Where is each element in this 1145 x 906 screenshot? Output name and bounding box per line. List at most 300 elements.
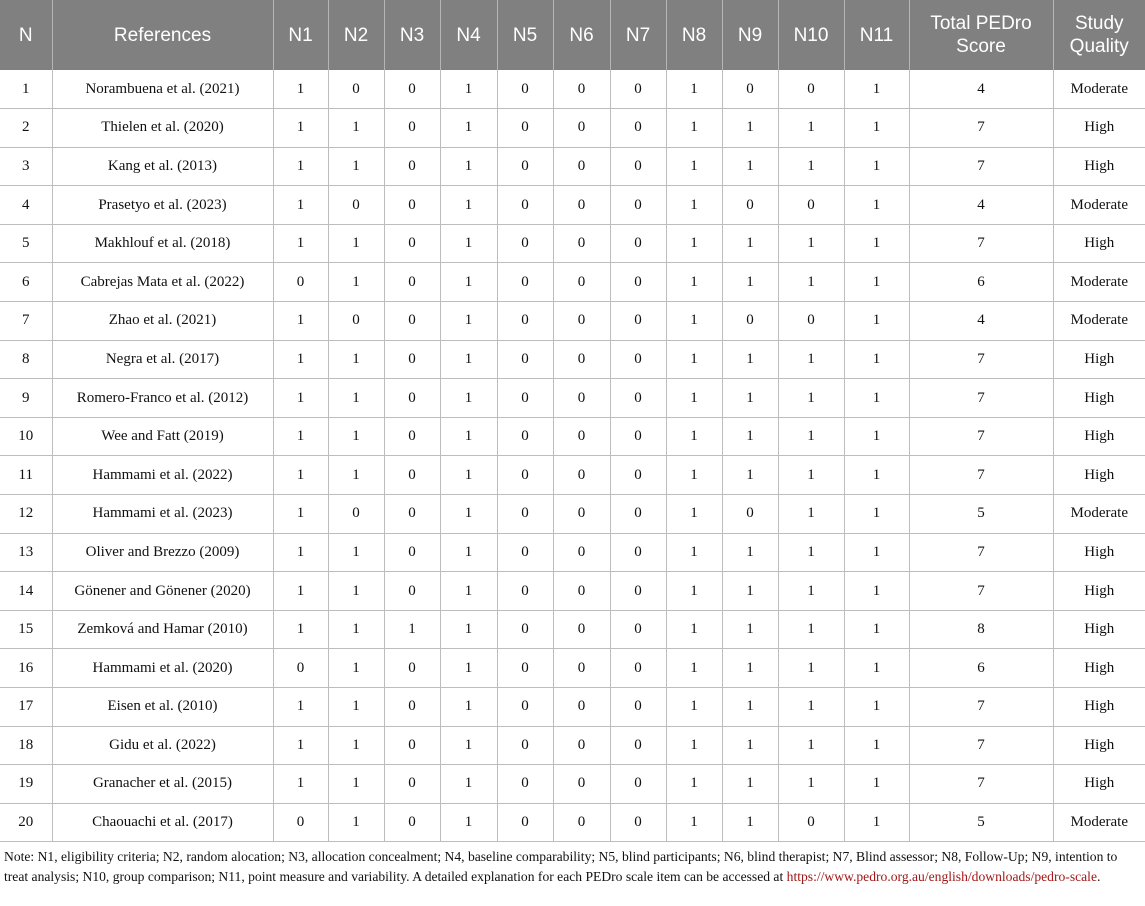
table-cell: 1: [778, 726, 844, 765]
table-cell: 0: [384, 186, 440, 225]
table-cell: 1: [666, 417, 722, 456]
table-cell: 0: [553, 109, 610, 148]
table-cell: 1: [666, 765, 722, 804]
table-row: [0, 803, 1145, 842]
table-cell: 1: [273, 417, 328, 456]
table-cell: 0: [384, 302, 440, 341]
column-header: N10: [778, 0, 844, 70]
table-cell: 7: [909, 726, 1053, 765]
table-cell: 1: [844, 302, 909, 341]
quality-cell: High: [1053, 765, 1145, 804]
reference-cell: Thielen et al. (2020): [52, 109, 273, 148]
table-cell: 1: [844, 803, 909, 842]
quality-cell: High: [1053, 340, 1145, 379]
table-cell: 7: [909, 456, 1053, 495]
table-cell: 15: [0, 610, 52, 649]
table-cell: 18: [0, 726, 52, 765]
table-row: [0, 533, 1145, 572]
table-cell: 1: [440, 688, 497, 727]
table-cell: 1: [844, 533, 909, 572]
table-cell: 1: [328, 649, 384, 688]
table-cell: 17: [0, 688, 52, 727]
table-cell: 0: [722, 302, 778, 341]
quality-cell: Moderate: [1053, 70, 1145, 109]
table-cell: 0: [273, 803, 328, 842]
table-cell: 1: [778, 147, 844, 186]
table-cell: 1: [273, 186, 328, 225]
reference-cell: Wee and Fatt (2019): [52, 417, 273, 456]
table-cell: 1: [440, 302, 497, 341]
table-cell: 1: [666, 726, 722, 765]
table-cell: 1: [666, 340, 722, 379]
table-cell: 0: [384, 495, 440, 534]
table-cell: 0: [384, 147, 440, 186]
table-cell: 1: [666, 302, 722, 341]
table-cell: 1: [844, 263, 909, 302]
column-header: References: [52, 0, 273, 70]
table-cell: 0: [497, 572, 553, 611]
table-cell: 8: [0, 340, 52, 379]
table-cell: 1: [440, 649, 497, 688]
column-header: N4: [440, 0, 497, 70]
table-cell: 4: [0, 186, 52, 225]
table-cell: 0: [384, 456, 440, 495]
reference-cell: Norambuena et al. (2021): [52, 70, 273, 109]
table-cell: 1: [273, 688, 328, 727]
reference-cell: Gönener and Gönener (2020): [52, 572, 273, 611]
table-row: [0, 147, 1145, 186]
table-cell: 1: [440, 533, 497, 572]
quality-cell: Moderate: [1053, 803, 1145, 842]
quality-cell: Moderate: [1053, 263, 1145, 302]
table-cell: 1: [844, 224, 909, 263]
table-cell: 1: [666, 572, 722, 611]
table-cell: 0: [553, 533, 610, 572]
table-cell: 5: [909, 803, 1053, 842]
column-header: N8: [666, 0, 722, 70]
column-header: Total PEDro Score: [909, 0, 1053, 70]
table-cell: 7: [909, 340, 1053, 379]
table-cell: 0: [497, 147, 553, 186]
reference-cell: Eisen et al. (2010): [52, 688, 273, 727]
table-cell: 0: [610, 572, 666, 611]
column-header: N5: [497, 0, 553, 70]
table-cell: 0: [553, 417, 610, 456]
table-body: [0, 70, 1145, 842]
table-cell: 1: [666, 649, 722, 688]
table-cell: 1: [778, 610, 844, 649]
table-row: [0, 302, 1145, 341]
table-cell: 1: [440, 610, 497, 649]
table-cell: 11: [0, 456, 52, 495]
quality-cell: High: [1053, 610, 1145, 649]
table-cell: 0: [497, 456, 553, 495]
quality-cell: High: [1053, 688, 1145, 727]
table-cell: 1: [328, 109, 384, 148]
reference-cell: Cabrejas Mata et al. (2022): [52, 263, 273, 302]
table-cell: 1: [666, 224, 722, 263]
table-cell: 1: [844, 70, 909, 109]
table-cell: 0: [328, 186, 384, 225]
note-text: Note: N1, eligibility criteria; N2, random alocation; N3, allocation concealment; N4, baseline comparability; N5, blind participants; N6, blind therapist; N7, Blind assessor; N8, Follow-Up; N9, intention to treat analysis; N10, group comparison; N11, point measure and variability. A detailed explanation for each PEDro scale item can be accessed at: [4, 849, 1118, 884]
quality-cell: High: [1053, 147, 1145, 186]
table-cell: 1: [440, 70, 497, 109]
table-cell: 1: [440, 456, 497, 495]
table-cell: 1: [844, 726, 909, 765]
table-cell: 0: [328, 495, 384, 534]
quality-cell: High: [1053, 224, 1145, 263]
table-cell: 1: [844, 340, 909, 379]
table-row: [0, 186, 1145, 225]
table-cell: 1: [328, 224, 384, 263]
table-cell: 0: [610, 688, 666, 727]
table-cell: 7: [909, 688, 1053, 727]
table-cell: 1: [666, 109, 722, 148]
table-cell: 7: [909, 572, 1053, 611]
reference-cell: Chaouachi et al. (2017): [52, 803, 273, 842]
table-cell: 1: [844, 765, 909, 804]
table-cell: 0: [778, 302, 844, 341]
table-cell: 1: [440, 263, 497, 302]
table-cell: 1: [778, 765, 844, 804]
table-cell: 0: [497, 263, 553, 302]
table-cell: 0: [328, 70, 384, 109]
table-cell: 5: [0, 224, 52, 263]
table-cell: 0: [553, 572, 610, 611]
table-cell: 1: [722, 379, 778, 418]
table-cell: 0: [497, 726, 553, 765]
table-cell: 1: [778, 379, 844, 418]
table-cell: 0: [610, 340, 666, 379]
table-cell: 0: [553, 726, 610, 765]
table-cell: 1: [440, 726, 497, 765]
table-cell: 13: [0, 533, 52, 572]
table-cell: 1: [722, 456, 778, 495]
table-cell: 1: [440, 109, 497, 148]
table-cell: 14: [0, 572, 52, 611]
table-cell: 0: [497, 533, 553, 572]
table-cell: 1: [440, 495, 497, 534]
table-cell: 1: [778, 572, 844, 611]
table-row: [0, 263, 1145, 302]
reference-cell: Negra et al. (2017): [52, 340, 273, 379]
table-cell: 10: [0, 417, 52, 456]
table-cell: 0: [610, 456, 666, 495]
reference-cell: Hammami et al. (2020): [52, 649, 273, 688]
table-cell: 0: [610, 263, 666, 302]
table-cell: 0: [497, 765, 553, 804]
table-row: [0, 765, 1145, 804]
table-cell: 1: [440, 147, 497, 186]
table-cell: 0: [384, 572, 440, 611]
table-cell: 0: [497, 803, 553, 842]
table-cell: 0: [610, 495, 666, 534]
table-cell: 1: [844, 147, 909, 186]
table-cell: 1: [722, 533, 778, 572]
table-header-row: [0, 0, 1145, 70]
table-cell: 7: [909, 224, 1053, 263]
table-row: [0, 726, 1145, 765]
table-cell: 1: [844, 572, 909, 611]
table-cell: 1: [328, 379, 384, 418]
column-header: Study Quality: [1053, 0, 1145, 70]
reference-cell: Romero-Franco et al. (2012): [52, 379, 273, 418]
table-cell: 0: [553, 224, 610, 263]
quality-cell: Moderate: [1053, 302, 1145, 341]
table-cell: 7: [909, 379, 1053, 418]
table-cell: 0: [553, 70, 610, 109]
table-cell: 1: [778, 688, 844, 727]
table-cell: 0: [497, 224, 553, 263]
quality-cell: High: [1053, 726, 1145, 765]
table-cell: 1: [273, 302, 328, 341]
table-cell: 0: [553, 495, 610, 534]
table-cell: 0: [384, 533, 440, 572]
table-row: [0, 610, 1145, 649]
table-cell: 1: [666, 186, 722, 225]
table-cell: 1: [440, 186, 497, 225]
table-cell: 1: [722, 224, 778, 263]
table-cell: 1: [328, 533, 384, 572]
table-cell: 7: [0, 302, 52, 341]
table-cell: 1: [328, 263, 384, 302]
table-cell: 4: [909, 70, 1053, 109]
table-cell: 1: [328, 803, 384, 842]
column-header: N9: [722, 0, 778, 70]
table-row: [0, 340, 1145, 379]
table-cell: 1: [273, 147, 328, 186]
table-cell: 1: [722, 610, 778, 649]
table-cell: 7: [909, 533, 1053, 572]
table-cell: 0: [722, 70, 778, 109]
table-cell: 1: [666, 263, 722, 302]
table-cell: 7: [909, 109, 1053, 148]
table-cell: 1: [328, 765, 384, 804]
table-cell: 4: [909, 186, 1053, 225]
table-cell: 1: [722, 340, 778, 379]
table-cell: 1: [273, 70, 328, 109]
table-cell: 1: [273, 379, 328, 418]
reference-cell: Makhlouf et al. (2018): [52, 224, 273, 263]
table-cell: 0: [553, 263, 610, 302]
table-cell: 0: [497, 70, 553, 109]
table-cell: 0: [384, 649, 440, 688]
table-cell: 0: [273, 649, 328, 688]
table-cell: 0: [610, 649, 666, 688]
table-cell: 6: [0, 263, 52, 302]
table-cell: 6: [909, 649, 1053, 688]
table-cell: 0: [610, 70, 666, 109]
table-cell: 0: [497, 610, 553, 649]
table-row: [0, 70, 1145, 109]
quality-cell: Moderate: [1053, 186, 1145, 225]
table-cell: 1: [273, 610, 328, 649]
quality-cell: High: [1053, 417, 1145, 456]
table-cell: 1: [778, 340, 844, 379]
pedro-scale-link[interactable]: https://www.pedro.org.au/english/downloads/pedro-scale: [786, 869, 1097, 884]
table-cell: 9: [0, 379, 52, 418]
table-cell: 1: [328, 456, 384, 495]
table-cell: 0: [553, 379, 610, 418]
table-cell: 0: [778, 803, 844, 842]
reference-cell: Oliver and Brezzo (2009): [52, 533, 273, 572]
table-cell: 0: [384, 688, 440, 727]
table-cell: 1: [778, 417, 844, 456]
table-cell: 0: [497, 302, 553, 341]
table-cell: 1: [844, 649, 909, 688]
table-cell: 1: [778, 495, 844, 534]
table-cell: 1: [273, 109, 328, 148]
table-cell: 1: [273, 533, 328, 572]
reference-cell: Gidu et al. (2022): [52, 726, 273, 765]
table-cell: 0: [778, 70, 844, 109]
table-cell: 0: [722, 495, 778, 534]
table-cell: 1: [273, 726, 328, 765]
column-header: N3: [384, 0, 440, 70]
table-cell: 8: [909, 610, 1053, 649]
table-cell: 1: [440, 803, 497, 842]
table-cell: 0: [384, 726, 440, 765]
table-cell: 0: [553, 147, 610, 186]
table-row: [0, 224, 1145, 263]
reference-cell: Hammami et al. (2022): [52, 456, 273, 495]
table-cell: 1: [844, 456, 909, 495]
table-cell: 1: [844, 417, 909, 456]
table-cell: 1: [844, 495, 909, 534]
table-cell: 1: [328, 610, 384, 649]
table-cell: 0: [610, 147, 666, 186]
table-cell: 1: [722, 726, 778, 765]
table-cell: 1: [778, 456, 844, 495]
table-cell: 0: [384, 417, 440, 456]
table-cell: 0: [610, 109, 666, 148]
quality-cell: High: [1053, 533, 1145, 572]
table-cell: 0: [553, 302, 610, 341]
table-cell: 0: [273, 263, 328, 302]
reference-cell: Kang et al. (2013): [52, 147, 273, 186]
table-cell: 5: [909, 495, 1053, 534]
note-end: .: [1097, 869, 1101, 884]
table-cell: 1: [778, 109, 844, 148]
table-cell: 1: [666, 610, 722, 649]
table-cell: 0: [610, 726, 666, 765]
table-cell: 1: [722, 417, 778, 456]
table-cell: 1: [722, 688, 778, 727]
table-cell: 0: [610, 379, 666, 418]
quality-cell: Moderate: [1053, 495, 1145, 534]
table-cell: 0: [722, 186, 778, 225]
table-cell: 0: [553, 688, 610, 727]
table-cell: 1: [273, 340, 328, 379]
table-cell: 1: [666, 803, 722, 842]
column-header: N11: [844, 0, 909, 70]
table-cell: 1: [328, 147, 384, 186]
table-note: [4, 847, 1141, 887]
table-cell: 1: [384, 610, 440, 649]
column-header: N1: [273, 0, 328, 70]
table-cell: 0: [384, 109, 440, 148]
table-cell: 0: [553, 610, 610, 649]
table-cell: 0: [384, 765, 440, 804]
table-cell: 1: [440, 340, 497, 379]
column-header: N7: [610, 0, 666, 70]
column-header: N6: [553, 0, 610, 70]
table-cell: 1: [273, 456, 328, 495]
table-row: [0, 417, 1145, 456]
table-cell: 19: [0, 765, 52, 804]
table-cell: 0: [610, 224, 666, 263]
table-cell: 1: [666, 379, 722, 418]
table-cell: 1: [722, 765, 778, 804]
reference-cell: Zemková and Hamar (2010): [52, 610, 273, 649]
table-row: [0, 379, 1145, 418]
table-cell: 0: [384, 340, 440, 379]
table-cell: 7: [909, 147, 1053, 186]
table-cell: 0: [610, 417, 666, 456]
table-cell: 0: [497, 688, 553, 727]
table-cell: 1: [722, 803, 778, 842]
table-cell: 1: [722, 109, 778, 148]
quality-cell: High: [1053, 649, 1145, 688]
table-cell: 1: [440, 224, 497, 263]
table-cell: 1: [328, 726, 384, 765]
table-cell: 1: [666, 70, 722, 109]
table-cell: 1: [328, 417, 384, 456]
table-row: [0, 456, 1145, 495]
table-cell: 1: [844, 688, 909, 727]
table-cell: 0: [553, 340, 610, 379]
table-cell: 12: [0, 495, 52, 534]
table-row: [0, 649, 1145, 688]
reference-cell: Hammami et al. (2023): [52, 495, 273, 534]
table-cell: 0: [384, 803, 440, 842]
table-cell: 1: [328, 340, 384, 379]
table-cell: 0: [778, 186, 844, 225]
table-cell: 1: [778, 533, 844, 572]
table-cell: 1: [778, 263, 844, 302]
table-cell: 0: [497, 649, 553, 688]
table-cell: 0: [610, 765, 666, 804]
table-cell: 4: [909, 302, 1053, 341]
table-cell: 16: [0, 649, 52, 688]
table-cell: 0: [553, 186, 610, 225]
table-cell: 20: [0, 803, 52, 842]
table-cell: 1: [273, 495, 328, 534]
table-cell: 1: [844, 186, 909, 225]
table-cell: 1: [722, 649, 778, 688]
table-cell: 0: [497, 495, 553, 534]
table-cell: 0: [610, 186, 666, 225]
table-cell: 1: [328, 572, 384, 611]
table-cell: 1: [666, 147, 722, 186]
table-cell: 0: [384, 379, 440, 418]
table-cell: 0: [553, 803, 610, 842]
table-cell: 1: [666, 688, 722, 727]
table-cell: 0: [384, 263, 440, 302]
table-cell: 1: [778, 224, 844, 263]
table-cell: 0: [497, 379, 553, 418]
reference-cell: Granacher et al. (2015): [52, 765, 273, 804]
table-cell: 0: [497, 186, 553, 225]
table-cell: 2: [0, 109, 52, 148]
reference-cell: Zhao et al. (2021): [52, 302, 273, 341]
quality-cell: High: [1053, 379, 1145, 418]
table-cell: 7: [909, 765, 1053, 804]
table-cell: 0: [553, 649, 610, 688]
table-row: [0, 495, 1145, 534]
table-cell: 0: [384, 224, 440, 263]
table-cell: 1: [0, 70, 52, 109]
